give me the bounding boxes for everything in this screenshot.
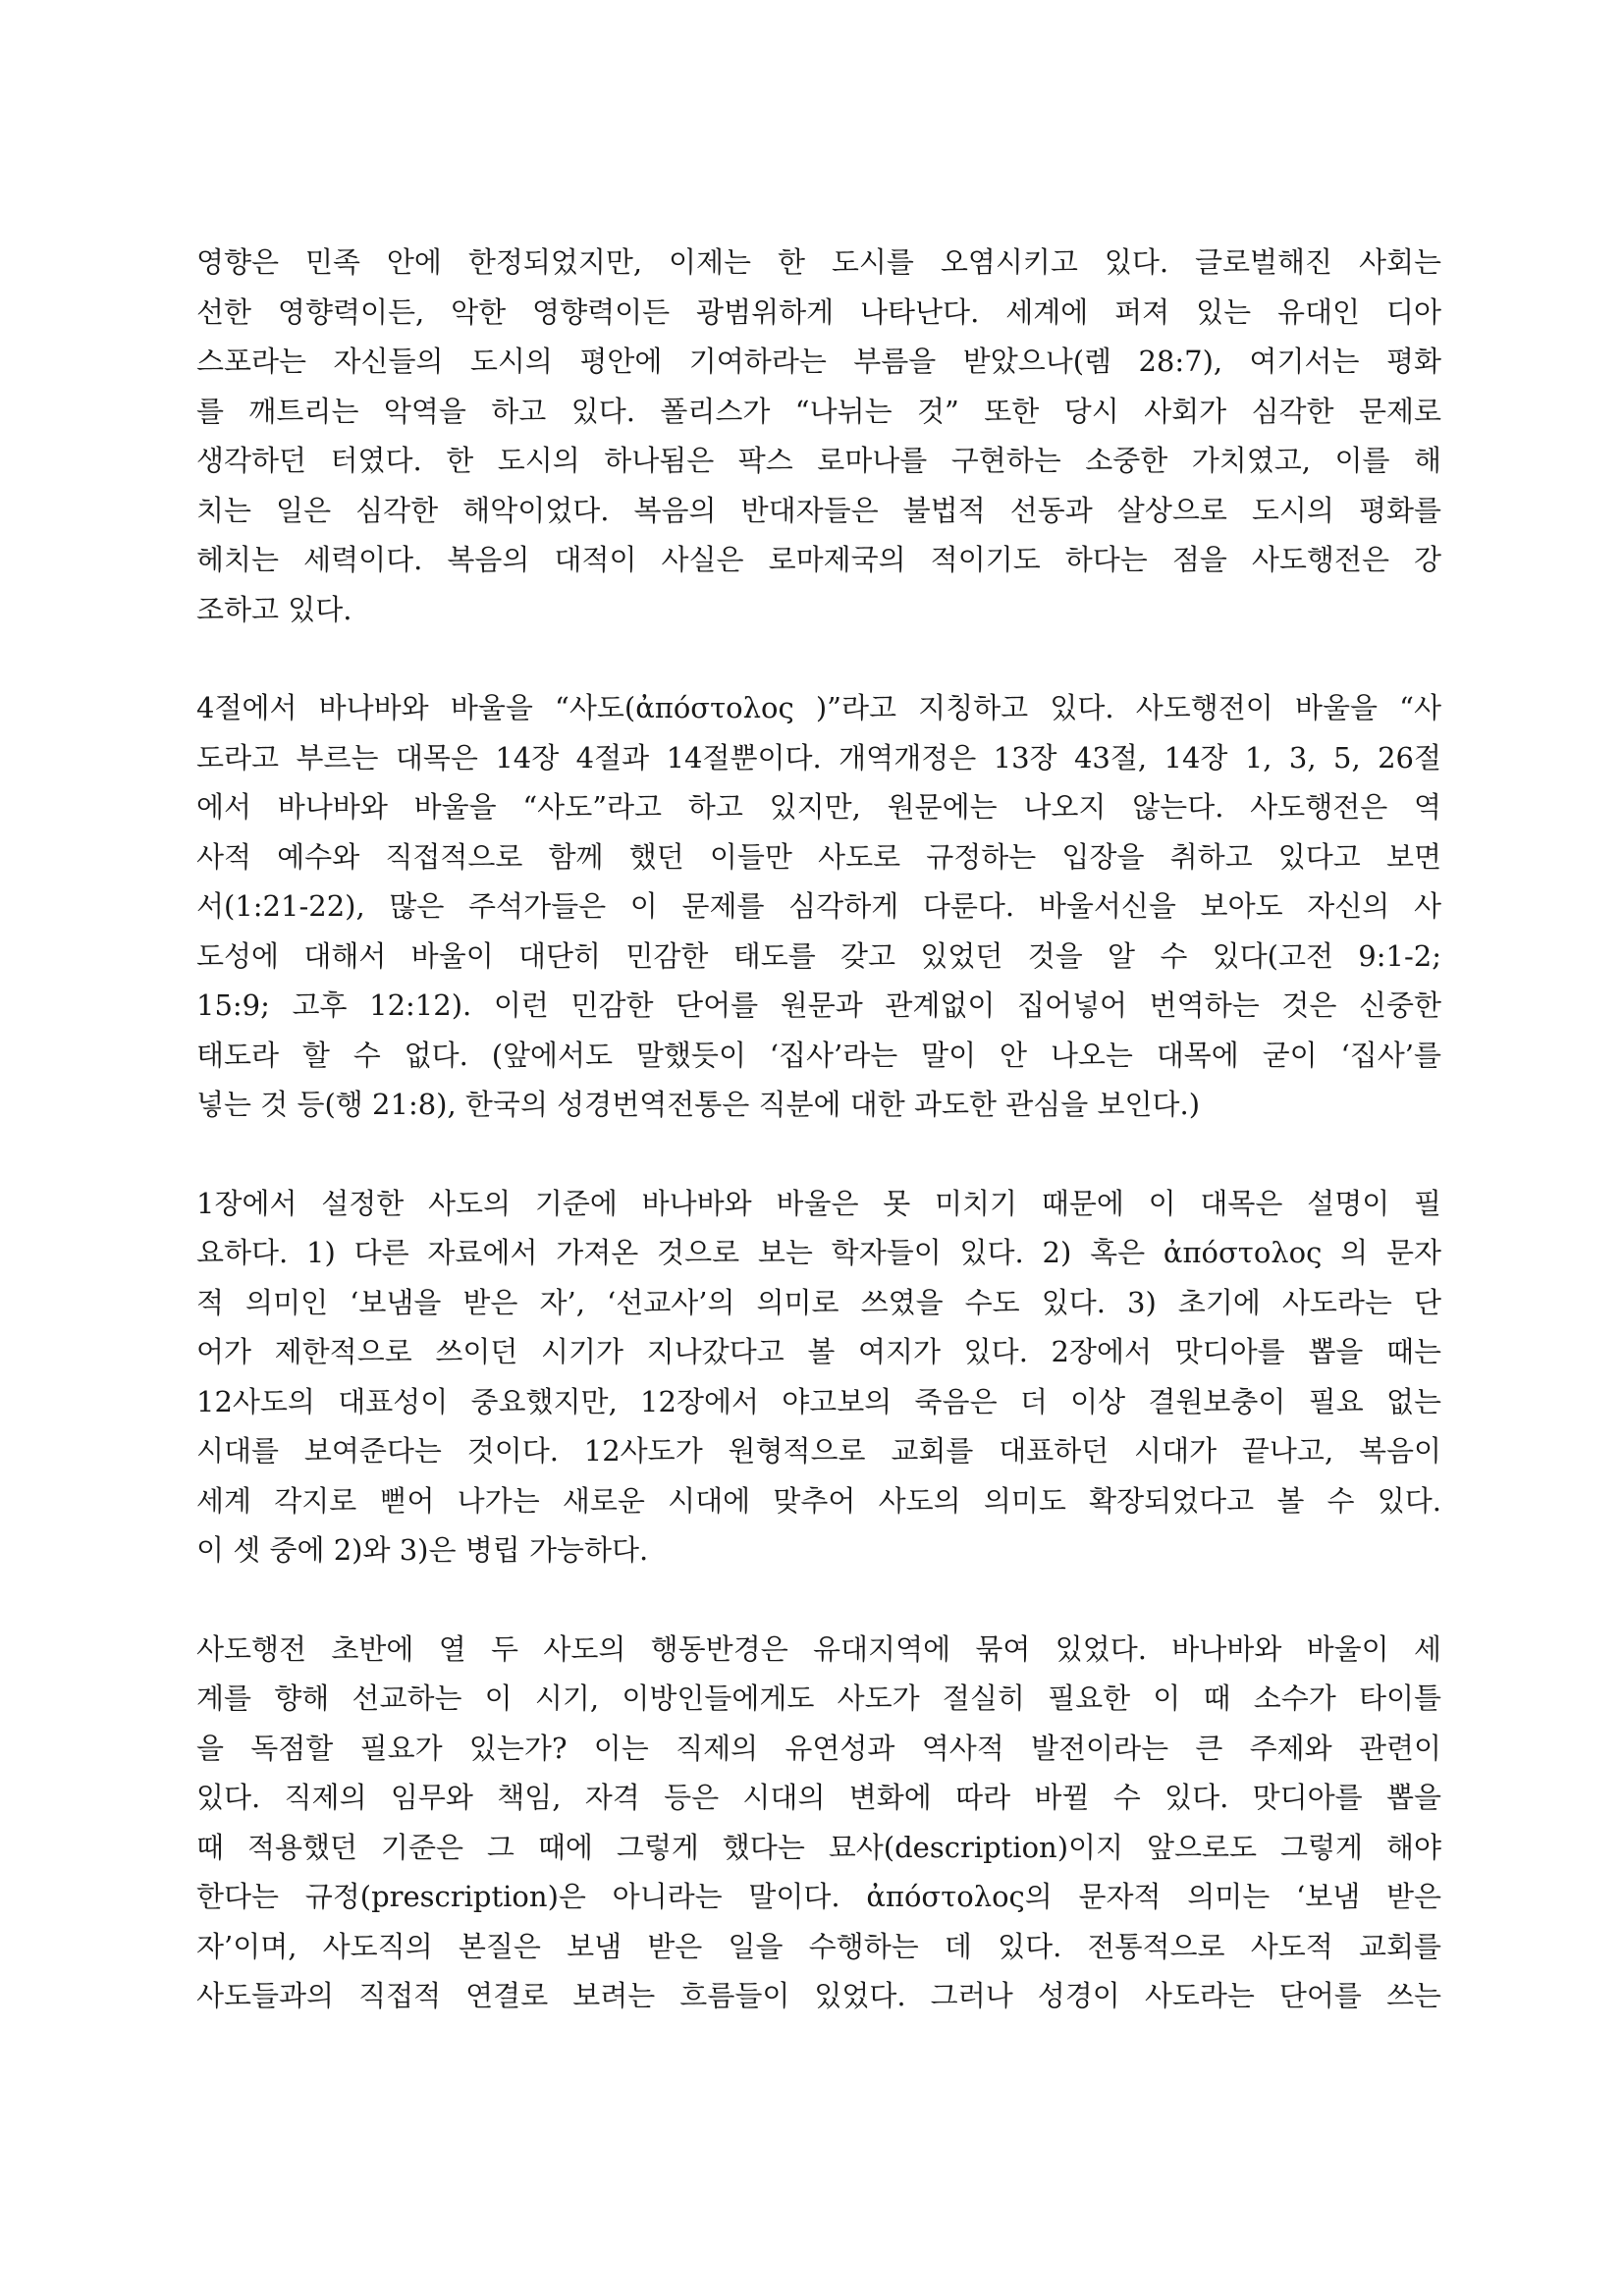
text-line: 12사도의 대표성이 중요했지만, 12장에서 야고보의 죽음은 더 이상 결원보충이 필요 없는	[196, 1384, 1441, 1418]
text-line: 서(1:21-22), 많은 주석가들은 이 문제를 심각하게 다룬다. 바울서신을 보아도 자신의 사	[196, 889, 1441, 923]
text-line: 이 셋 중에 2)와 3)은 병립 가능하다.	[196, 1533, 649, 1567]
text-line: 를 깨트리는 악역을 하고 있다. 폴리스가 “나뉘는 것” 또한 당시 사회가 심각한 문제로	[196, 394, 1441, 428]
text-line: 있다. 직제의 임무와 책임, 자격 등은 시대의 변화에 따라 바뀔 수 있다. 맛디아를 뽑을	[196, 1781, 1441, 1814]
text-line: 생각하던 터였다. 한 도시의 하나됨은 팍스 로마나를 구현하는 소중한 가치였고, 이를 해	[196, 444, 1441, 477]
paragraph-2	[196, 683, 1441, 1130]
text-line: 세계 각지로 뻗어 나가는 새로운 시대에 맞추어 사도의 의미도 확장되었다고 볼 수 있다.	[196, 1483, 1441, 1518]
text-line: 영향은 민족 안에 한정되었지만, 이제는 한 도시를 오염시키고 있다. 글로벌해진 사회는	[196, 245, 1441, 279]
text-line: 한다는 규정(prescription)은 아니라는 말이다. ἀπόστολος의 문자적 의미는 ‘보냄 받은	[196, 1880, 1441, 1913]
text-line: 넣는 것 등(행 21:8), 한국의 성경번역전통은 직분에 대한 과도한 관심을 보인다.)	[196, 1088, 1201, 1121]
text-line: 15:9; 고후 12:12). 이런 민감한 단어를 원문과 관계없이 집어넣어 번역하는 것은 신중한	[196, 988, 1441, 1022]
text-line: 치는 일은 심각한 해악이었다. 복음의 반대자들은 불법적 선동과 살상으로 도시의 평화를	[196, 493, 1442, 527]
text-line: 헤치는 세력이다. 복음의 대적이 사실은 로마제국의 적이기도 하다는 점을 사도행전은 강	[196, 543, 1442, 576]
paragraph-3	[196, 1179, 1441, 1575]
text-line: 도라고 부르는 대목은 14장 4절과 14절뿐이다. 개역개정은 13장 43절, 14장 1, 3, 5, 26절	[196, 740, 1441, 774]
text-line: 1장에서 설정한 사도의 기준에 바나바와 바울은 못 미치기 때문에 이 대목은 설명이 필	[196, 1186, 1441, 1220]
text-line: 조하고 있다.	[196, 592, 352, 626]
text-line: 스포라는 자신들의 도시의 평안에 기여하라는 부름을 받았으나(렘 28:7), 여기서는 평화	[196, 345, 1441, 378]
text-line: 사적 예수와 직접적으로 함께 했던 이들만 사도로 규정하는 입장을 취하고 있다고 보면	[196, 839, 1441, 874]
text-line: 계를 향해 선교하는 이 시기, 이방인들에게도 사도가 절실히 필요한 이 때 소수가 타이틀	[196, 1682, 1441, 1715]
text-line: 때 적용했던 기준은 그 때에 그렇게 했다는 묘사(description)이지 앞으로도 그렇게 해야	[196, 1830, 1441, 1864]
text-line: 요하다. 1) 다른 자료에서 가져온 것으로 보는 학자들이 있다. 2) 혹은 ἀπόστολος 의 문자	[196, 1236, 1441, 1269]
text-line: 4절에서 바나바와 바울을 “사도(ἀπόστολος )”라고 지칭하고 있다. 사도행전이 바울을 “사	[196, 691, 1441, 724]
text-line: 선한 영향력이든, 악한 영향력이든 광범위하게 나타난다. 세계에 퍼져 있는 유대인 디아	[196, 294, 1441, 329]
document-body	[196, 238, 1441, 2070]
text-line: 시대를 보여준다는 것이다. 12사도가 원형적으로 교회를 대표하던 시대가 끝나고, 복음이	[196, 1434, 1441, 1468]
text-line: 자’이며, 사도직의 본질은 보냄 받은 일을 수행하는 데 있다. 전통적으로 사도적 교회를	[196, 1929, 1441, 1963]
text-line: 을 독점할 필요가 있는가? 이는 직제의 유연성과 역사적 발전이라는 큰 주제와 관련이	[196, 1731, 1441, 1765]
paragraph-4	[196, 1625, 1441, 2021]
text-line: 에서 바나바와 바울을 “사도”라고 하고 있지만, 원문에는 나오지 않는다. 사도행전은 역	[196, 790, 1441, 824]
text-line: 사도들과의 직접적 연결로 보려는 흐름들이 있었다. 그러나 성경이 사도라는 단어를 쓰는	[196, 1979, 1441, 2012]
text-line: 적 의미인 ‘보냄을 받은 자’, ‘선교사’의 의미로 쓰였을 수도 있다. 3) 초기에 사도라는 단	[196, 1285, 1441, 1319]
text-line: 어가 제한적으로 쓰이던 시기가 지나갔다고 볼 여지가 있다. 2장에서 맛디아를 뽑을 때는	[196, 1335, 1441, 1368]
text-line: 태도라 할 수 없다. (앞에서도 말했듯이 ‘집사’라는 말이 안 나오는 대목에 굳이 ‘집사’를	[196, 1038, 1441, 1072]
paragraph-1	[196, 238, 1441, 634]
text-line: 사도행전 초반에 열 두 사도의 행동반경은 유대지역에 묶여 있었다. 바나바와 바울이 세	[196, 1631, 1441, 1666]
text-line: 도성에 대해서 바울이 대단히 민감한 태도를 갖고 있었던 것을 알 수 있다(고전 9:1-2;	[196, 938, 1441, 973]
